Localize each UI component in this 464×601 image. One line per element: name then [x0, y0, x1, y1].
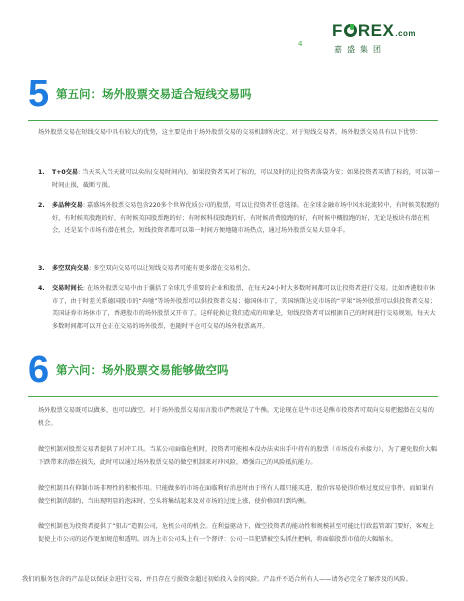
section-5-divider — [28, 120, 438, 121]
logo-suffix: .com — [395, 29, 417, 38]
section-6-paragraph-1: 场外股票交易既可以做多，也可以做空。对于场外股票交易而言股市俨然就是了牛熊。无论现在是牛市还是熊市投资者可双向交易把握潜在交易的机会。 — [38, 407, 434, 427]
forex-logo — [332, 22, 442, 56]
logo-o-icon — [344, 24, 357, 37]
section-5-heading — [28, 74, 252, 114]
section-6-title: 第六问：场外股票交易能够做空吗 — [56, 363, 229, 377]
section-5-item-3: 3. 多空双向交易: 多空双向交易可以让短线交易者可能有更多潜在交易机会。 — [38, 265, 255, 272]
section-5-item-4: 4. 交易时间长: 在场外股票交易中由于囊括了全球几乎重要的企业和股票，在每天24小时大多数时间都可以让投资者进行交易。比如香港股市休市了，由于时差关系德国股市的“奔驰”等场外股票可以供投资者交易；德国休市了，美国纳斯达克市场的“苹果”场外股票可以供投资者交易；美国证券市场休市了，香港股市的场外股票又开市了。这样轮换让我们造成的印象是，短线投资者可以根据自己的时间进行交易规划，每天大多数时间都可以开仓正在交易的场外股票，也随时平仓可交易的场外股票离开。 — [38, 285, 437, 330]
section-5-number: 5 — [28, 73, 50, 115]
logo-subtitle: 嘉盛集团 — [334, 45, 386, 54]
section-6-divider — [28, 396, 438, 397]
section-5-intro: 场外股票交易在短线交易中具有较大的优势，这主要是由于场外股票交易的交易机制所决定。对于短线交易者，场外股票交易具有以下优势： — [38, 129, 422, 136]
section-5-item-1: 1. T+0交易: 当天买入当天就可以卖出(交易时间内)，如果投资者买对了标的，可以及时的让投资者落袋为安；如果投资者买错了标的，可以第一时间止损，截断亏损。 — [38, 169, 440, 189]
logo-text-pre: F — [332, 21, 343, 40]
section-6-paragraph-4: 做空机制也为投资者提供了“狙击”造假公司，危机公司的机会。在利益驱动下，做空投资者的能动性和规模甚至可能比行政监管部门要好，客观上促使上市公司的运作更加规范和透明。因为上市公司头上有一个督评：公司一旦犯错被空头抓住把柄，将面临股票市值的大幅缩水。 — [38, 523, 435, 543]
section-6-paragraph-3: 做空机制具有抑制市场非理性的积极作用。只能做多的市场在面临利好消息时由于所有人都只能买进，股价容易使得价格过度反应事件。而如果有做空机制的制约，当出现明显的泡沫时，空头将集结起来及对市场的过度上涨，使价格回归到均衡。 — [38, 485, 434, 505]
section-5-item-2: 2. 多品种交易: 嘉盛场外股票交易包含220多个世界优质公司的股票，可以让投资者任意选择。在全球金融市场中风水轮流转中，有时候美股跑的好，有时候英股跑的好，有时候英国股票跑的好；有时候科技股跑的好，有时候消费股跑的好，有时候中概股跑的好，无论是板块有潜在机会，还是某个市场有潜在机会，短线投资者都可以第一时间方便地随市场热点，通过场外股票交易大显身手。 — [38, 202, 440, 235]
section-6-paragraph-2: 做空机制对股票交易者提供了对冲工具。当某公司面临危机时，投资者可能根本没办法卖出手中持有的股票（市场没有承接力），为了避免股价大幅下跌带来的潜在损失，此时可以通过场外股票交易的做空机制来对冲风险，增强自己的风险抵抗能力。 — [38, 446, 438, 466]
section-6-number: 6 — [28, 349, 50, 391]
section-5-title: 第五问：场外股票交易适合短线交易吗 — [56, 87, 252, 101]
page-number: 4 — [298, 40, 303, 48]
risk-disclaimer: 我们的服务包含的产品是以保证金进行交易，并且存在亏损资金超过初始投入金的风险。产品并不适合所有人——请务必完全了解涉及的风险。 — [22, 576, 412, 583]
section-6-heading — [28, 350, 229, 390]
logo-text-post: REX — [357, 21, 395, 40]
